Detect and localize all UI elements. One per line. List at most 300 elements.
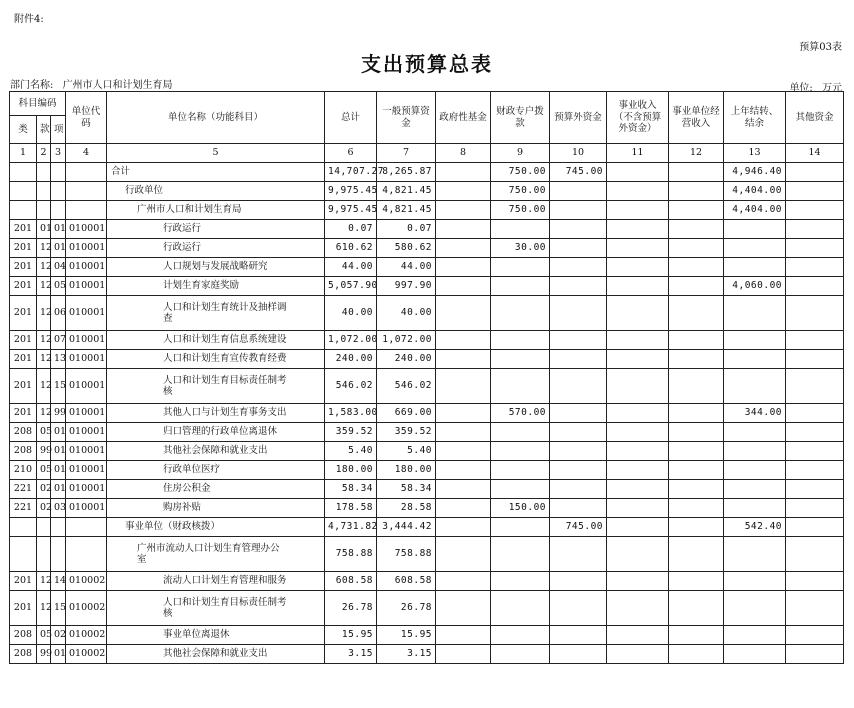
business-income-amount xyxy=(607,499,669,518)
header-special-fund: 财政专户拨款 xyxy=(491,92,550,144)
business-income-amount xyxy=(607,591,669,626)
unit-code: 010001 xyxy=(66,461,107,480)
business-income-amount xyxy=(607,163,669,182)
gov-fund-amount xyxy=(436,518,491,537)
unit-name xyxy=(107,369,325,404)
subject-xiang: 99 xyxy=(51,404,66,423)
subject-lei: 208 xyxy=(10,626,37,645)
other-fund-amount xyxy=(786,220,844,239)
extra-budget-amount xyxy=(550,442,607,461)
carryover-amount xyxy=(724,239,786,258)
unit-name xyxy=(107,423,325,442)
unit-name-line: 其他人口与计划生育事务支出 xyxy=(163,407,287,419)
carryover-amount xyxy=(724,480,786,499)
subject-kuan: 05 xyxy=(37,461,51,480)
header-xiang: 项 xyxy=(51,116,66,144)
unit-code: 010002 xyxy=(66,591,107,626)
gov-fund-amount xyxy=(436,423,491,442)
unit-code: 010001 xyxy=(66,239,107,258)
other-fund-amount xyxy=(786,277,844,296)
unit-name-line: 其他社会保障和就业支出 xyxy=(163,648,268,660)
unit-code: 010001 xyxy=(66,404,107,423)
subject-lei xyxy=(10,182,37,201)
subject-lei: 201 xyxy=(10,277,37,296)
operating-income-amount xyxy=(669,201,724,220)
total-amount: 180.00 xyxy=(325,461,377,480)
subject-xiang: 01 xyxy=(51,220,66,239)
header-gov-fund: 政府性基金 xyxy=(436,92,491,144)
business-income-amount xyxy=(607,331,669,350)
subject-xiang: 15 xyxy=(51,591,66,626)
department-line xyxy=(10,76,173,91)
unit-name-line: 人口和计划生育信息系统建设 xyxy=(163,334,287,346)
general-budget-amount: 5.40 xyxy=(377,442,436,461)
gov-fund-amount xyxy=(436,572,491,591)
carryover-amount xyxy=(724,626,786,645)
gov-fund-amount xyxy=(436,499,491,518)
total-amount: 44.00 xyxy=(325,258,377,277)
extra-budget-amount xyxy=(550,350,607,369)
subject-lei: 201 xyxy=(10,220,37,239)
table-row xyxy=(10,518,844,537)
subject-kuan xyxy=(37,201,51,220)
subject-lei xyxy=(10,537,37,572)
operating-income-amount xyxy=(669,572,724,591)
carryover-amount xyxy=(724,572,786,591)
unit-name-line: 广州市人口和计划生育局 xyxy=(137,204,242,216)
unit-name-line: 人口和计划生育目标责任制考 xyxy=(163,596,287,608)
unit-code xyxy=(66,518,107,537)
subject-kuan: 12 xyxy=(37,350,51,369)
special-fund-amount: 750.00 xyxy=(491,163,550,182)
unit-name xyxy=(107,442,325,461)
special-fund-amount xyxy=(491,591,550,626)
unit-name-line: 行政单位医疗 xyxy=(163,464,221,476)
table-body xyxy=(10,163,844,664)
unit-name-line: 行政单位 xyxy=(125,185,164,197)
unit-name-line: 合计 xyxy=(111,166,131,178)
carryover-amount xyxy=(724,220,786,239)
gov-fund-amount xyxy=(436,258,491,277)
unit-code: 010001 xyxy=(66,277,107,296)
subject-kuan: 12 xyxy=(37,296,51,331)
subject-xiang xyxy=(51,201,66,220)
total-amount: 15.95 xyxy=(325,626,377,645)
unit-name xyxy=(107,163,325,182)
unit-code: 010001 xyxy=(66,499,107,518)
unit-name-line: 购房补贴 xyxy=(163,502,202,514)
carryover-amount xyxy=(724,369,786,404)
general-budget-amount: 240.00 xyxy=(377,350,436,369)
general-budget-amount: 40.00 xyxy=(377,296,436,331)
general-budget-amount: 608.58 xyxy=(377,572,436,591)
other-fund-amount xyxy=(786,423,844,442)
gov-fund-amount xyxy=(436,404,491,423)
unit-name-continuation: 查 xyxy=(163,313,173,324)
operating-income-amount xyxy=(669,645,724,664)
extra-budget-amount xyxy=(550,239,607,258)
table-row xyxy=(10,645,844,664)
business-income-amount xyxy=(607,404,669,423)
table-row xyxy=(10,626,844,645)
subject-kuan: 02 xyxy=(37,499,51,518)
unit-name-line: 人口和计划生育统计及抽样调 xyxy=(163,301,287,313)
other-fund-amount xyxy=(786,442,844,461)
unit-name xyxy=(107,350,325,369)
general-budget-amount: 3,444.42 xyxy=(377,518,436,537)
gov-fund-amount xyxy=(436,331,491,350)
unit-name-line: 人口和计划生育宣传教育经费 xyxy=(163,353,287,365)
general-budget-amount: 546.02 xyxy=(377,369,436,404)
subject-kuan: 12 xyxy=(37,404,51,423)
subject-kuan: 12 xyxy=(37,331,51,350)
total-amount: 14,707.27 xyxy=(325,163,377,182)
other-fund-amount xyxy=(786,182,844,201)
special-fund-amount xyxy=(491,220,550,239)
table-row xyxy=(10,163,844,182)
subject-kuan xyxy=(37,537,51,572)
subject-xiang: 02 xyxy=(51,626,66,645)
subject-xiang: 13 xyxy=(51,350,66,369)
extra-budget-amount xyxy=(550,645,607,664)
subject-xiang: 03 xyxy=(51,499,66,518)
special-fund-amount xyxy=(491,277,550,296)
gov-fund-amount xyxy=(436,239,491,258)
other-fund-amount xyxy=(786,499,844,518)
unit-code: 010001 xyxy=(66,442,107,461)
carryover-amount xyxy=(724,350,786,369)
subject-lei: 201 xyxy=(10,258,37,277)
unit-name-line: 计划生育家庭奖励 xyxy=(163,280,240,292)
extra-budget-amount xyxy=(550,404,607,423)
unit-name-line: 广州市流动人口计划生育管理办公 xyxy=(137,542,280,554)
unit-name xyxy=(107,182,325,201)
general-budget-amount: 758.88 xyxy=(377,537,436,572)
carryover-amount xyxy=(724,591,786,626)
extra-budget-amount xyxy=(550,296,607,331)
carryover-amount: 4,946.40 xyxy=(724,163,786,182)
extra-budget-amount: 745.00 xyxy=(550,518,607,537)
table-row xyxy=(10,572,844,591)
total-amount: 9,975.45 xyxy=(325,201,377,220)
subject-xiang: 07 xyxy=(51,331,66,350)
unit-value: 万元 xyxy=(822,83,842,94)
unit-code: 010001 xyxy=(66,350,107,369)
subject-lei: 201 xyxy=(10,572,37,591)
unit-name-line: 住房公积金 xyxy=(163,483,211,495)
subject-kuan: 05 xyxy=(37,626,51,645)
other-fund-amount xyxy=(786,258,844,277)
general-budget-amount: 1,072.00 xyxy=(377,331,436,350)
operating-income-amount xyxy=(669,591,724,626)
subject-lei: 201 xyxy=(10,331,37,350)
general-budget-amount: 4,821.45 xyxy=(377,201,436,220)
unit-code: 010002 xyxy=(66,572,107,591)
col-number: 13 xyxy=(724,144,786,163)
table-row xyxy=(10,296,844,331)
general-budget-amount: 58.34 xyxy=(377,480,436,499)
subject-xiang xyxy=(51,537,66,572)
col-number: 2 xyxy=(37,144,51,163)
unit-name xyxy=(107,277,325,296)
business-income-amount xyxy=(607,220,669,239)
extra-budget-amount: 745.00 xyxy=(550,163,607,182)
business-income-amount xyxy=(607,369,669,404)
table-row xyxy=(10,537,844,572)
gov-fund-amount xyxy=(436,369,491,404)
subject-xiang: 15 xyxy=(51,369,66,404)
general-budget-amount: 28.58 xyxy=(377,499,436,518)
subject-kuan: 12 xyxy=(37,258,51,277)
carryover-amount xyxy=(724,461,786,480)
subject-xiang: 01 xyxy=(51,442,66,461)
unit-name-continuation: 核 xyxy=(163,386,173,397)
col-number: 9 xyxy=(491,144,550,163)
other-fund-amount xyxy=(786,480,844,499)
other-fund-amount xyxy=(786,296,844,331)
special-fund-amount xyxy=(491,331,550,350)
other-fund-amount xyxy=(786,369,844,404)
business-income-amount xyxy=(607,480,669,499)
subject-xiang: 01 xyxy=(51,461,66,480)
operating-income-amount xyxy=(669,423,724,442)
table-row xyxy=(10,331,844,350)
unit-name xyxy=(107,239,325,258)
carryover-amount xyxy=(724,442,786,461)
carryover-amount xyxy=(724,645,786,664)
other-fund-amount xyxy=(786,572,844,591)
operating-income-amount xyxy=(669,442,724,461)
page-title: 支出预算总表 xyxy=(361,52,493,76)
extra-budget-amount xyxy=(550,182,607,201)
unit-name-line: 流动人口计划生育管理和服务 xyxy=(163,575,287,587)
form-number: 预算03表 xyxy=(799,42,842,53)
subject-kuan xyxy=(37,182,51,201)
special-fund-amount xyxy=(491,350,550,369)
special-fund-amount xyxy=(491,518,550,537)
header-other-fund: 其他资金 xyxy=(786,92,844,144)
operating-income-amount xyxy=(669,518,724,537)
carryover-amount xyxy=(724,331,786,350)
other-fund-amount xyxy=(786,350,844,369)
unit-name xyxy=(107,331,325,350)
header-extra-budget: 预算外资金 xyxy=(550,92,607,144)
header-lei: 类 xyxy=(10,116,37,144)
total-amount: 0.07 xyxy=(325,220,377,239)
total-amount: 5.40 xyxy=(325,442,377,461)
carryover-amount xyxy=(724,258,786,277)
total-amount: 359.52 xyxy=(325,423,377,442)
subject-lei: 201 xyxy=(10,591,37,626)
special-fund-amount xyxy=(491,645,550,664)
subject-xiang xyxy=(51,163,66,182)
unit-code xyxy=(66,163,107,182)
gov-fund-amount xyxy=(436,626,491,645)
table-row xyxy=(10,239,844,258)
general-budget-amount: 15.95 xyxy=(377,626,436,645)
unit-name xyxy=(107,626,325,645)
operating-income-amount xyxy=(669,369,724,404)
operating-income-amount xyxy=(669,239,724,258)
unit-name-line: 事业单位离退休 xyxy=(163,629,230,641)
business-income-amount xyxy=(607,645,669,664)
col-number: 7 xyxy=(377,144,436,163)
subject-lei: 210 xyxy=(10,461,37,480)
subject-lei: 221 xyxy=(10,480,37,499)
subject-xiang: 01 xyxy=(51,645,66,664)
carryover-amount: 344.00 xyxy=(724,404,786,423)
business-income-amount xyxy=(607,350,669,369)
gov-fund-amount xyxy=(436,182,491,201)
subject-kuan: 12 xyxy=(37,591,51,626)
gov-fund-amount xyxy=(436,163,491,182)
budget-table xyxy=(9,91,844,664)
col-number: 5 xyxy=(107,144,325,163)
subject-kuan: 12 xyxy=(37,277,51,296)
unit-code: 010001 xyxy=(66,423,107,442)
subject-kuan: 12 xyxy=(37,369,51,404)
subject-lei: 201 xyxy=(10,369,37,404)
header-subject-code: 科目编码 xyxy=(10,92,66,116)
business-income-amount xyxy=(607,423,669,442)
subject-kuan xyxy=(37,518,51,537)
table-row xyxy=(10,220,844,239)
special-fund-amount: 150.00 xyxy=(491,499,550,518)
operating-income-amount xyxy=(669,182,724,201)
col-number: 14 xyxy=(786,144,844,163)
other-fund-amount xyxy=(786,645,844,664)
subject-xiang xyxy=(51,518,66,537)
subject-xiang: 05 xyxy=(51,277,66,296)
subject-xiang: 06 xyxy=(51,296,66,331)
unit-name-line: 归口管理的行政单位离退休 xyxy=(163,426,278,438)
total-amount: 1,072.00 xyxy=(325,331,377,350)
table-row xyxy=(10,480,844,499)
subject-xiang: 01 xyxy=(51,239,66,258)
total-amount: 58.34 xyxy=(325,480,377,499)
total-amount: 4,731.82 xyxy=(325,518,377,537)
extra-budget-amount xyxy=(550,499,607,518)
special-fund-amount xyxy=(491,480,550,499)
unit-code xyxy=(66,182,107,201)
unit-name xyxy=(107,572,325,591)
general-budget-amount: 44.00 xyxy=(377,258,436,277)
unit-code xyxy=(66,201,107,220)
unit-code: 010001 xyxy=(66,480,107,499)
operating-income-amount xyxy=(669,258,724,277)
table-row xyxy=(10,442,844,461)
col-number: 1 xyxy=(10,144,37,163)
unit-name xyxy=(107,480,325,499)
col-number: 12 xyxy=(669,144,724,163)
subject-kuan: 12 xyxy=(37,572,51,591)
unit-name xyxy=(107,201,325,220)
header-total: 总计 xyxy=(325,92,377,144)
extra-budget-amount xyxy=(550,258,607,277)
carryover-amount xyxy=(724,296,786,331)
operating-income-amount xyxy=(669,296,724,331)
other-fund-amount xyxy=(786,626,844,645)
business-income-amount xyxy=(607,277,669,296)
subject-kuan: 05 xyxy=(37,423,51,442)
general-budget-amount: 3.15 xyxy=(377,645,436,664)
subject-lei: 208 xyxy=(10,423,37,442)
unit-name-line: 行政运行 xyxy=(163,242,202,254)
subject-kuan: 01 xyxy=(37,220,51,239)
operating-income-amount xyxy=(669,220,724,239)
other-fund-amount xyxy=(786,404,844,423)
operating-income-amount xyxy=(669,480,724,499)
other-fund-amount xyxy=(786,331,844,350)
unit-name xyxy=(107,645,325,664)
special-fund-amount: 30.00 xyxy=(491,239,550,258)
col-number: 6 xyxy=(325,144,377,163)
unit-name xyxy=(107,461,325,480)
unit-name-line: 事业单位（财政核拨） xyxy=(125,521,221,533)
extra-budget-amount xyxy=(550,201,607,220)
general-budget-amount: 180.00 xyxy=(377,461,436,480)
header-unit-name: 单位名称（功能科目） xyxy=(107,92,325,144)
operating-income-amount xyxy=(669,331,724,350)
general-budget-amount: 26.78 xyxy=(377,591,436,626)
gov-fund-amount xyxy=(436,220,491,239)
extra-budget-amount xyxy=(550,277,607,296)
col-number: 10 xyxy=(550,144,607,163)
subject-lei: 221 xyxy=(10,499,37,518)
col-number: 3 xyxy=(51,144,66,163)
header-kuan: 款 xyxy=(37,116,51,144)
header-unit-code: 单位代码 xyxy=(66,92,107,144)
carryover-amount: 4,060.00 xyxy=(724,277,786,296)
business-income-amount xyxy=(607,461,669,480)
subject-lei: 201 xyxy=(10,350,37,369)
unit-code: 010001 xyxy=(66,296,107,331)
total-amount: 26.78 xyxy=(325,591,377,626)
other-fund-amount xyxy=(786,461,844,480)
table-row xyxy=(10,499,844,518)
unit-name-line: 人口和计划生育目标责任制考 xyxy=(163,374,287,386)
subject-lei: 208 xyxy=(10,442,37,461)
subject-xiang: 04 xyxy=(51,258,66,277)
gov-fund-amount xyxy=(436,277,491,296)
total-amount: 9,975.45 xyxy=(325,182,377,201)
total-amount: 3.15 xyxy=(325,645,377,664)
subject-lei xyxy=(10,518,37,537)
total-amount: 1,583.00 xyxy=(325,404,377,423)
operating-income-amount xyxy=(669,404,724,423)
special-fund-amount: 750.00 xyxy=(491,182,550,201)
extra-budget-amount xyxy=(550,591,607,626)
unit-name xyxy=(107,499,325,518)
special-fund-amount xyxy=(491,423,550,442)
unit-code xyxy=(66,537,107,572)
business-income-amount xyxy=(607,518,669,537)
gov-fund-amount xyxy=(436,461,491,480)
special-fund-amount xyxy=(491,572,550,591)
subject-lei: 208 xyxy=(10,645,37,664)
total-amount: 546.02 xyxy=(325,369,377,404)
special-fund-amount xyxy=(491,461,550,480)
col-number: 4 xyxy=(66,144,107,163)
general-budget-amount: 580.62 xyxy=(377,239,436,258)
unit-name-line: 行政运行 xyxy=(163,223,202,235)
column-number-row xyxy=(10,144,844,163)
business-income-amount xyxy=(607,296,669,331)
subject-xiang: 01 xyxy=(51,423,66,442)
department-name: 广州市人口和计划生育局 xyxy=(62,80,173,91)
carryover-amount xyxy=(724,423,786,442)
unit-name xyxy=(107,258,325,277)
